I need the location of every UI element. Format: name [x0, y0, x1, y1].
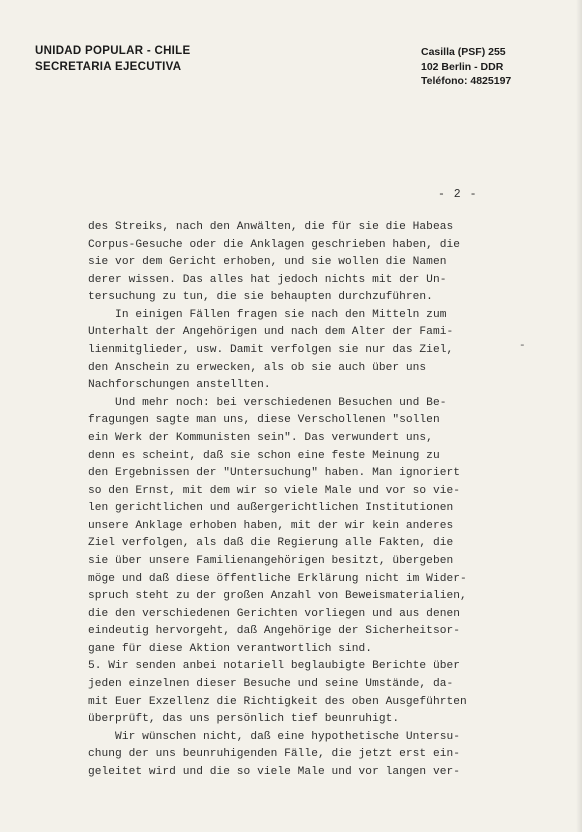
page-edge-shadow: [576, 0, 582, 832]
address-city: 102 Berlin - DDR: [421, 60, 504, 73]
body-text-line: len gerichtlichen und außergerichtlichen Institutionen: [88, 502, 454, 515]
organization-name: UNIDAD POPULAR - CHILE: [35, 45, 191, 57]
body-text-line: des Streiks, nach den Anwälten, die für sie die Habeas: [88, 221, 454, 233]
body-text-line: jeden einzelnen dieser Besuche und seine Umstände, da-: [88, 678, 454, 691]
address-postbox: Casilla (PSF) 255: [421, 46, 506, 58]
body-text-line: den Anschein zu erwecken, als ob sie auch über uns: [88, 361, 427, 374]
address-phone: Teléfono: 4825197: [421, 75, 512, 87]
body-text-line: Wir wünschen nicht, daß eine hypothetische Untersu-: [88, 730, 460, 743]
body-text-line: lienmitglieder, usw. Damit verfolgen sie nur das Ziel,: [88, 344, 454, 357]
body-text-line: In einigen Fällen fragen sie nach den Mitteln zum: [88, 308, 447, 321]
organization-department: SECRETARIA EJECUTIVA: [35, 61, 182, 73]
body-text-line: die den verschiedenen Gerichten vorliegen und aus denen: [88, 607, 460, 620]
body-text-line: fragungen sagte man uns, diese Verschollenen "sollen: [88, 414, 440, 427]
body-text-line: Ziel verfolgen, als daß die Regierung alle Fakten, die: [88, 537, 454, 550]
body-text-line: denn es scheint, daß sie schon eine feste Meinung zu: [88, 449, 440, 462]
body-text-line: Nachforschungen anstellten.: [88, 379, 271, 392]
body-text-line: sie über unsere Familienangehörigen besitzt, übergeben: [88, 554, 454, 567]
body-text-line: ein Werk der Kommunisten sein". Das verwundert uns,: [88, 431, 433, 444]
body-text-line: Unterhalt der Angehörigen und nach dem Alter der Fami-: [88, 326, 454, 339]
body-text-line: unsere Anklage erhoben haben, mit der wir kein anderes: [88, 519, 454, 532]
letter-body: [88, 219, 558, 782]
letterhead-organization: [35, 43, 190, 75]
body-text-line: geleitet wird und die so viele Male und vor langen ver-: [88, 765, 460, 778]
body-text-line: sie vor dem Gericht erhoben, und sie wollen die Namen: [88, 256, 447, 269]
body-text-line: mit Euer Exzellenz die Richtigkeit des oben Ausgeführten: [88, 695, 467, 708]
body-text-line: 5. Wir senden anbei notariell beglaubigte Berichte über: [88, 660, 460, 673]
body-text-line: den Ergebnissen der "Untersuchung" haben. Man ignoriert: [88, 467, 460, 480]
body-text-line: gane für diese Aktion verantwortlich sind.: [88, 642, 373, 655]
body-text-line: eindeutig hervorgeht, daß Angehörige der Sicherheitsor-: [88, 625, 460, 638]
body-text-line: möge und daß diese öffentliche Erklärung nicht im Wider-: [88, 572, 467, 585]
body-text-line: überprüft, das uns persönlich tief beunruhigt.: [88, 713, 400, 726]
body-text-line: Corpus-Gesuche oder die Anklagen geschrieben haben, die: [88, 238, 460, 251]
body-text-line: derer wissen. Das alles hat jedoch nichts mit der Un-: [88, 273, 447, 286]
letterhead-address: [421, 45, 511, 89]
body-text-line: so den Ernst, mit dem wir so viele Male und vor so vie-: [88, 484, 460, 497]
body-text-line: spruch steht zu der großen Anzahl von Beweismaterialien,: [88, 590, 467, 603]
body-text-line: Und mehr noch: bei verschiedenen Besuchen und Be-: [88, 396, 447, 409]
margin-mark: -: [519, 340, 526, 352]
page-number: - 2 -: [438, 188, 478, 201]
body-text-line: chung der uns beunruhigenden Fälle, die jetzt erst ein-: [88, 748, 460, 761]
body-text-line: tersuchung zu tun, die sie behaupten durchzuführen.: [88, 291, 433, 304]
